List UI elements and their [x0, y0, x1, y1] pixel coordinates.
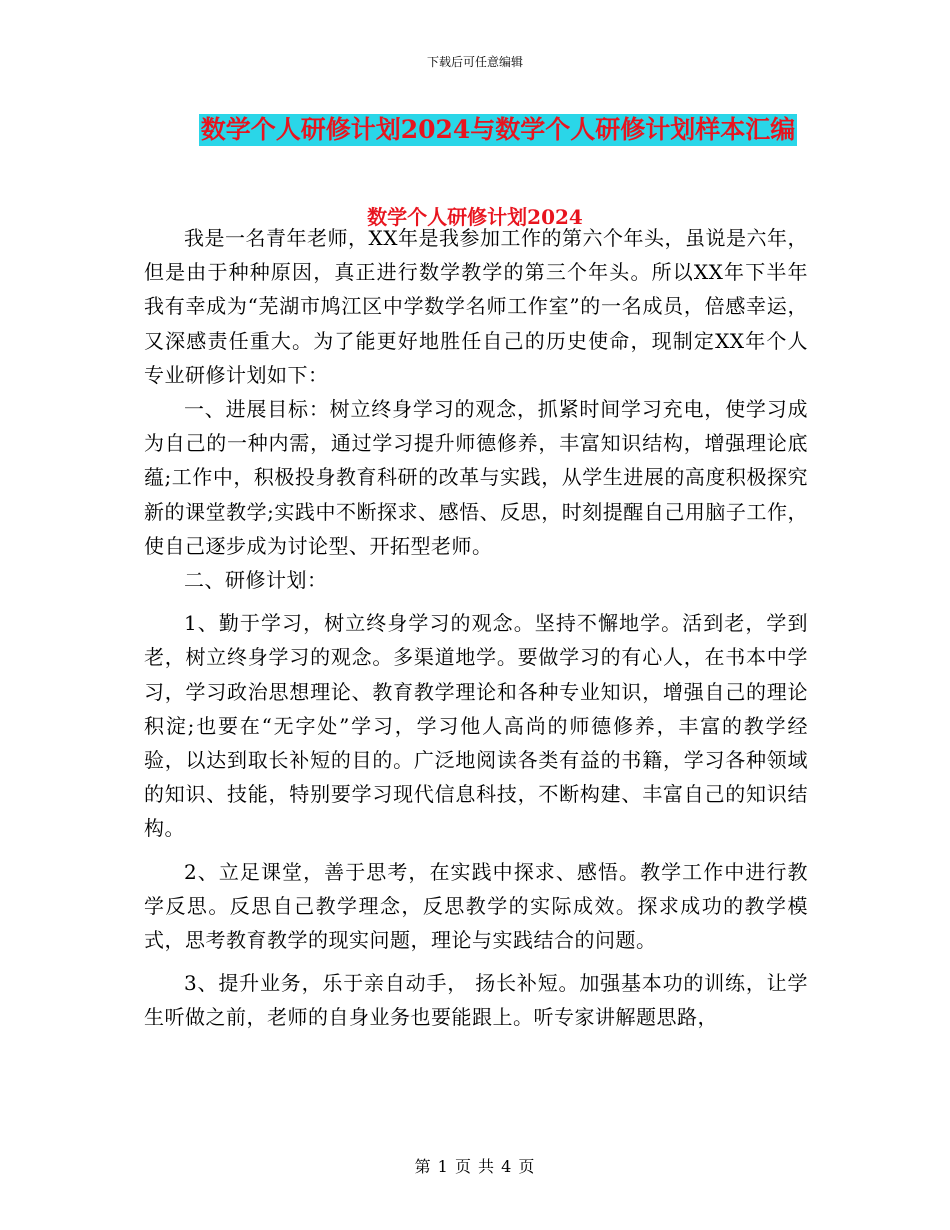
paragraph-goals: 一、进展目标：树立终身学习的观念，抓紧时间学习充电，使学习成为自己的一种内需，通过学习提升师德修养，丰富知识结构，增强理论底蕴;工作中，积极投身教育科研的改革与实践，从学生进展的高度积极探究新的课堂教学;实践中不断探求、感悟、反思，时刻提醒自己用脑子工作，使自己逐步成为讨论型、开拓型老师。	[144, 397, 808, 558]
paragraph-plan-item-3: 3、提升业务，乐于亲自动手， 扬长补短。加强基本功的训练，让学生听做之前，老师的自身业务也要能跟上。听专家讲解题思路，	[144, 971, 808, 1030]
main-title: 数学个人研修计划2024与数学个人研修计划样本汇编	[200, 115, 796, 144]
header-note: 下载后可任意编辑	[426, 55, 523, 69]
section-title: 数学个人研修计划2024	[367, 205, 583, 229]
document-body	[144, 221, 808, 1035]
main-title-container	[0, 114, 950, 146]
paragraph-plan-heading: 二、研修计划：	[184, 568, 328, 593]
paragraph-plan-item-1: 1、勤于学习，树立终身学习的观念。坚持不懈地学。活到老，学到老，树立终身学习的观念。多渠道地学。要做学习的有心人，在书本中学习，学习政治思想理论、教育教学理论和各种专业知识，增强自己的理论积淀;也要在“无字处”学习，学习他人高尚的师德修养，丰富的教学经验，以达到取长补短的目的。广泛地阅读各类有益的书籍，学习各种领域的知识、技能，特别要学习现代信息科技，不断构建、丰富自己的知识结构。	[144, 611, 808, 841]
page-number: 第 1 页 共 4 页	[414, 1157, 536, 1176]
paragraph-plan-item-2: 2、立足课堂，善于思考，在实践中探求、感悟。教学工作中进行教学反思。反思自己教学理念，反思教学的实际成效。探求成功的教学模式，思考教育教学的现实问题，理论与实践结合的问题。	[144, 859, 808, 953]
paragraph-intro: 我是一名青年老师，XX年是我参加工作的第六个年头，虽说是六年，但是由于种种原因，真正进行数学教学的第三个年头。所以XX年下半年我有幸成为“芜湖市鸠江区中学数学名师工作室”的一名成员，倍感幸运，又深感责任重大。为了能更好地胜任自己的历史使命，现制定XX年个人专业研修计划如下：	[144, 226, 808, 387]
